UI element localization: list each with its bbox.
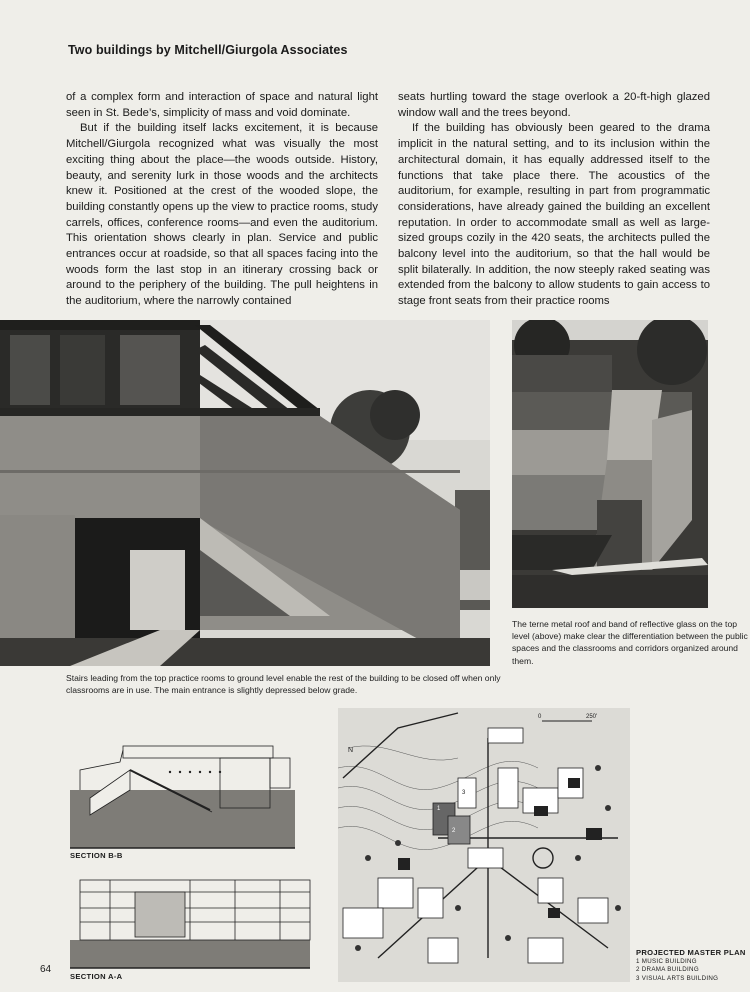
section-bb-label: SECTION B-B xyxy=(70,851,123,860)
caption-right-photo: The terne metal roof and band of reflective glass on the top level (above) make clear the differentiation between the public spaces and the classrooms and corridors organized around them. xyxy=(512,619,748,666)
plan-marker-2: 2 xyxy=(452,828,456,834)
section-bb-drawing xyxy=(70,740,310,850)
photo-glazed-roof xyxy=(512,320,708,608)
paragraph: But if the building itself lacks excitement, it is because Mitchell/Giurgola recognized what was visually the most exciting thing about the place—the woods outside. History, beauty, and serenity lurk in those woods and the architects knew it. Positioned at the crest of the wooded slope, the building constantly opens up the view to practice rooms, study carrels, offices, conference rooms—and even the auditorium. This orientation shows clearly in plan. Service and public entrances occur at roadside, so that all spaces facing into the woods form the last stop in an itinerary crossing back or around to the periphery of the building. The pull heightens in the auditorium, where the narrowly contained xyxy=(66,122,378,308)
text-column-right xyxy=(398,90,710,310)
plan-title: PROJECTED MASTER PLAN xyxy=(636,948,746,957)
paragraph: If the building has obviously been geared to the drama implicit in the natural setting, and to its inclusion within the architectural domain, it has equally addressed itself to the functions that take place there. The acoustics of the auditorium, for example, resulting in part from programmatic considerations, have already gained the building an excellent reputation. In order to accommodate small as well as large-sized groups cozily in the 420 seats, the architects pulled the balcony level into the auditorium, so that the hall would be split bilaterally. In addition, the now steeply raked seating was extended from the balcony to allow students to gain access to stage front seats from their practice rooms xyxy=(398,122,710,308)
legend-text: DRAMA BUILDING xyxy=(641,966,699,974)
caption-left-photo: Stairs leading from the top practice rooms to ground level enable the rest of the building to be closed off when only classrooms are in use. The main entrance is slightly depressed below grade. xyxy=(66,673,501,696)
photo-building-stairs xyxy=(0,320,490,666)
legend-text: VISUAL ARTS BUILDING xyxy=(641,974,719,982)
plan-marker-3: 3 xyxy=(462,790,466,796)
section-aa-drawing xyxy=(70,870,312,970)
legend-text: MUSIC BUILDING xyxy=(641,958,697,965)
article-heading: Two buildings by Mitchell/Giurgola Associates xyxy=(68,43,348,57)
paragraph: of a complex form and interaction of space and natural light seen in St. Bede’s, simplicity of mass and void dominate. xyxy=(66,91,378,119)
master-plan-drawing xyxy=(338,708,630,982)
legend-item xyxy=(636,975,718,983)
legend-number: 2 xyxy=(636,966,640,974)
legend-item xyxy=(636,958,718,966)
plan-legend xyxy=(636,958,718,983)
plan-north-label: N xyxy=(348,747,354,754)
text-column-left xyxy=(66,90,378,310)
plan-marker-1: 1 xyxy=(437,806,441,812)
paragraph: seats hurtling toward the stage overlook a 20-ft-high glazed window wall and the trees beyond. xyxy=(398,91,710,119)
legend-item xyxy=(636,966,718,974)
legend-number: 1 xyxy=(636,958,640,965)
plan-scale-zero: 0 xyxy=(538,714,542,720)
plan-scale-max: 250' xyxy=(586,714,598,720)
page-number: 64 xyxy=(40,964,52,975)
section-aa-label: SECTION A-A xyxy=(70,972,123,981)
legend-number: 3 xyxy=(636,974,640,982)
